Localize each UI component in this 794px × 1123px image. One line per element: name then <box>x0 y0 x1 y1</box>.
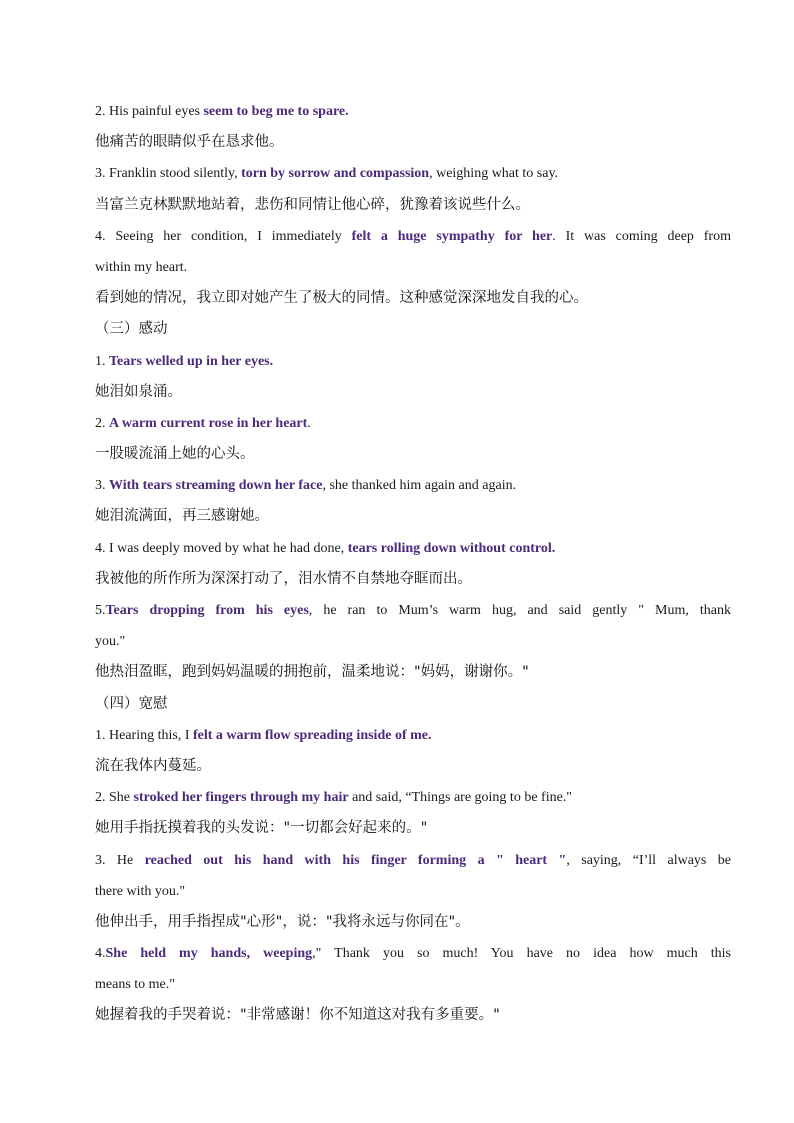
sentence-text: 5. <box>95 603 106 618</box>
chinese-translation: 他痛苦的眼睛似乎在恳求他。 <box>95 134 284 151</box>
sentence-text: 2. His painful eyes <box>95 104 204 119</box>
english-sentence <box>95 408 735 439</box>
english-sentence <box>95 938 731 969</box>
sentence-text: 4. Seeing her condition, I immediately <box>95 228 352 244</box>
chinese-translation: 一股暖流涌上她的心头。 <box>95 446 255 463</box>
chinese-translation: 他热泪盈眶，跑到妈妈温暖的拥抱前，温柔地说："妈妈，谢谢你。" <box>95 664 529 681</box>
document-body <box>95 96 735 1032</box>
sentence-text: means to me." <box>95 977 175 993</box>
highlighted-phrase: reached out his hand with his finger forming a " heart " <box>144 852 567 868</box>
highlighted-phrase: tears rolling down without control. <box>347 540 556 556</box>
sentence-text: 3. <box>95 478 109 494</box>
sentence-text: 4. I was deeply moved by what he had done, <box>95 540 348 556</box>
highlighted-phrase: felt a huge sympathy for her <box>351 228 553 244</box>
highlighted-phrase: With tears streaming down her face <box>109 478 323 494</box>
english-sentence <box>95 626 735 657</box>
sentence-text: , he ran to Mum’s warm hug, and said gently " Mum, thank <box>308 603 731 618</box>
sentence-text: . <box>307 415 311 431</box>
sentence-text: , saying, “I’ll always be <box>566 852 732 868</box>
sentence-text: and said, “Things are going to be fine." <box>348 790 573 806</box>
sentence-text: 3. Franklin stood silently, <box>95 166 242 182</box>
section-heading: （四）宽慰 <box>95 695 168 712</box>
highlighted-phrase: felt a warm flow spreading inside of me. <box>192 727 432 743</box>
highlighted-phrase: stroked her fingers through my hair <box>133 790 349 806</box>
english-sentence <box>95 969 735 1000</box>
sentence-text: 2. <box>95 415 109 431</box>
english-sentence <box>95 845 731 876</box>
english-sentence <box>95 782 735 813</box>
chinese-translation: 她泪流满面，再三感谢她。 <box>95 508 269 525</box>
highlighted-phrase: She held my hands, weeping <box>105 946 313 962</box>
highlighted-phrase: Tears welled up in her eyes. <box>109 353 274 369</box>
english-sentence <box>95 595 731 626</box>
english-sentence <box>95 158 735 189</box>
chinese-translation: 流在我体内蔓延。 <box>95 757 211 774</box>
sentence-text: , she thanked him again and again. <box>322 478 517 494</box>
sentence-text: there with you." <box>95 883 186 899</box>
chinese-translation: 她握着我的手哭着说："非常感谢！你不知道这对我有多重要。" <box>95 1007 500 1024</box>
sentence-text: 3. He <box>95 852 145 868</box>
chinese-translation: 他伸出手，用手指捏成"心形"，说："我将永远与你同在"。 <box>95 913 470 930</box>
sentence-text: . It was coming deep from <box>552 228 731 244</box>
sentence-text: , weighing what to say. <box>429 166 559 182</box>
sentence-text: 1. <box>95 353 109 369</box>
chinese-translation: 看到她的情况，我立即对她产生了极大的同情。这种感觉深深地发自我的心。 <box>95 290 588 307</box>
chinese-translation: 她用手指抚摸着我的头发说："一切都会好起来的。" <box>95 820 428 837</box>
sentence-text: you." <box>95 634 126 650</box>
sentence-text: ," Thank you so much! You have no idea how much this <box>312 946 731 962</box>
section-heading: （三）感动 <box>95 321 168 338</box>
sentence-text: within my heart. <box>95 259 188 275</box>
chinese-translation: 当富兰克林默默地站着，悲伤和同情让他心碎，犹豫着该说些什么。 <box>95 196 530 213</box>
highlighted-phrase: A warm current rose in her heart <box>109 415 308 431</box>
english-sentence <box>95 470 735 501</box>
sentence-text: 1. Hearing this, I <box>95 727 193 743</box>
english-sentence <box>95 252 735 283</box>
sentence-text: 4. <box>95 946 106 962</box>
highlighted-phrase: torn by sorrow and compassion <box>241 166 430 182</box>
english-sentence <box>95 96 735 127</box>
english-sentence <box>95 346 735 377</box>
english-sentence <box>95 221 731 252</box>
chinese-translation: 她泪如泉涌。 <box>95 383 182 400</box>
english-sentence <box>95 876 735 907</box>
highlighted-phrase: seem to beg me to spare. <box>203 104 349 119</box>
english-sentence <box>95 533 735 564</box>
chinese-translation: 我被他的所作所为深深打动了，泪水情不自禁地夺眶而出。 <box>95 570 472 587</box>
sentence-text: 2. She <box>95 790 134 806</box>
highlighted-phrase: Tears dropping from his eyes <box>105 603 309 618</box>
english-sentence <box>95 720 735 751</box>
